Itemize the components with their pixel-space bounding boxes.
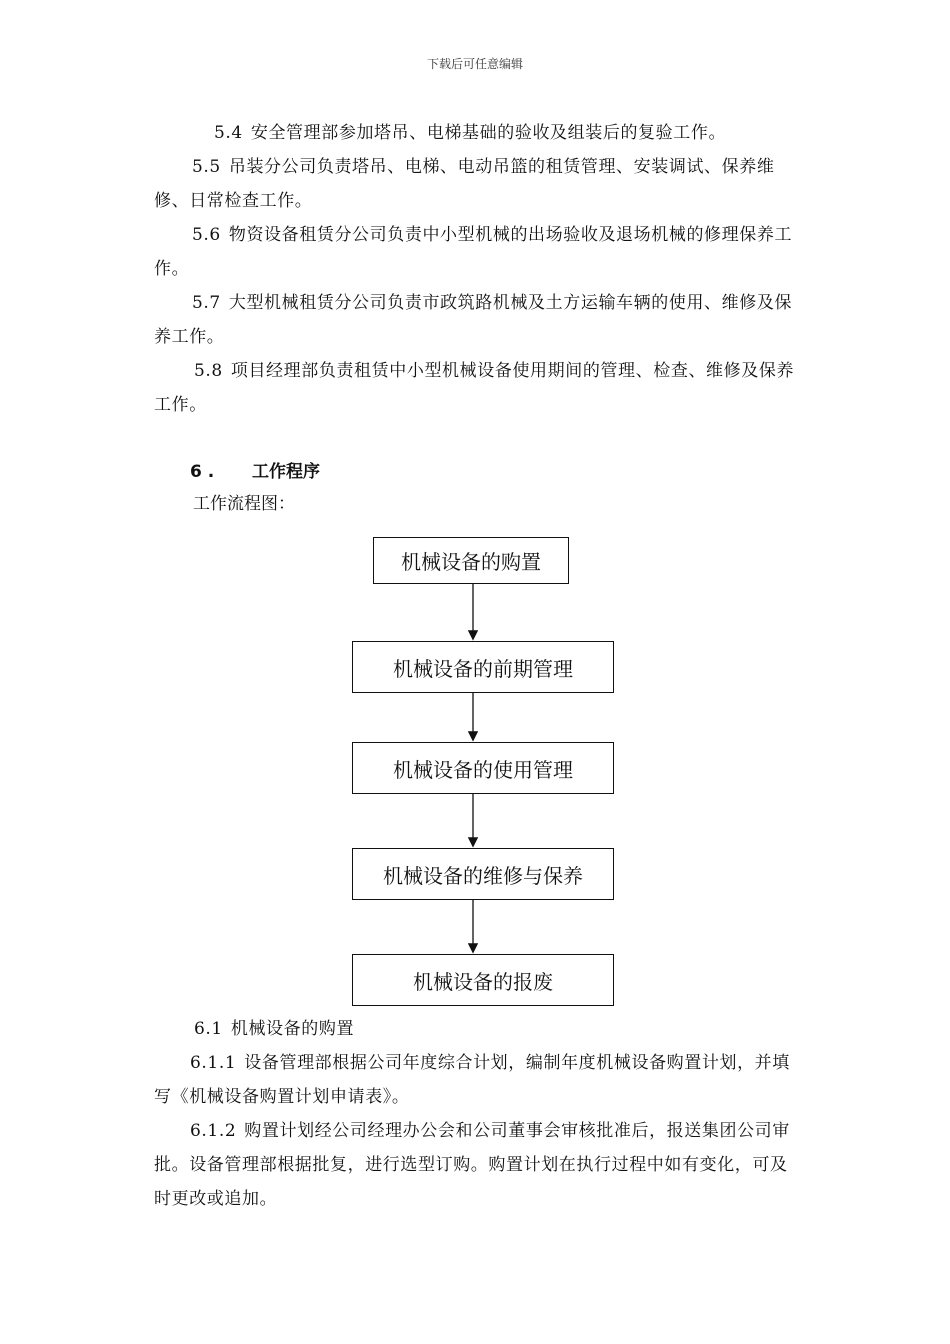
flow-step-usage-management: 机械设备的使用管理 — [352, 742, 614, 794]
paragraph-6-1-1 — [154, 1046, 799, 1114]
page-header: 下载后可任意编辑 — [426, 57, 523, 71]
flow-step-early-management: 机械设备的前期管理 — [352, 641, 614, 693]
clause-number: 5.8 — [194, 361, 223, 381]
clause-text: 设备管理部根据公司年度综合计划，编制年度机械设备购置计划，并填写《机械设备购置计划申请表》。 — [154, 1053, 790, 1107]
paragraph-6-1-2 — [154, 1114, 799, 1216]
clause-number: 5.7 — [192, 293, 221, 313]
clause-number: 5.4 — [214, 123, 243, 143]
clause-text: 吊装分公司负责塔吊、电梯、电动吊篮的租赁管理、安装调试、保养维修、日常检查工作。 — [154, 157, 775, 211]
clause-number: 6.1.1 — [190, 1053, 237, 1073]
clause-text: 项目经理部负责租赁中小型机械设备使用期间的管理、检查、维修及保养工作。 — [154, 361, 795, 415]
flow-step-purchase: 机械设备的购置 — [373, 537, 569, 584]
clause-text: 大型机械租赁分公司负责市政筑路机械及土方运输车辆的使用、维修及保养工作。 — [154, 293, 793, 347]
section-title: 工作程序 — [252, 462, 320, 482]
flow-step-maintenance: 机械设备的维修与保养 — [352, 848, 614, 900]
flowchart-label: 工作流程图： — [193, 494, 295, 514]
clause-number: 5.5 — [192, 157, 221, 177]
clause-text: 物资设备租赁分公司负责中小型机械的出场验收及退场机械的修理保养工作。 — [154, 225, 793, 279]
clause-number: 6.1 — [194, 1019, 223, 1039]
clause-text: 安全管理部参加塔吊、电梯基础的验收及组装后的复验工作。 — [250, 123, 727, 143]
subsection-heading-6-1 — [154, 1012, 799, 1046]
flow-step-scrapping: 机械设备的报废 — [352, 954, 614, 1006]
clause-text: 机械设备的购置 — [230, 1019, 355, 1039]
clause-number: 5.6 — [192, 225, 221, 245]
clause-number: 6.1.2 — [190, 1121, 237, 1141]
clause-text: 购置计划经公司经理办公会和公司董事会审核批准后，报送集团公司审批。设备管理部根据批复，进行选型订购。购置计划在执行过程中如有变化，可及时更改或追加。 — [154, 1121, 790, 1209]
section-number: 6 . — [190, 462, 215, 482]
